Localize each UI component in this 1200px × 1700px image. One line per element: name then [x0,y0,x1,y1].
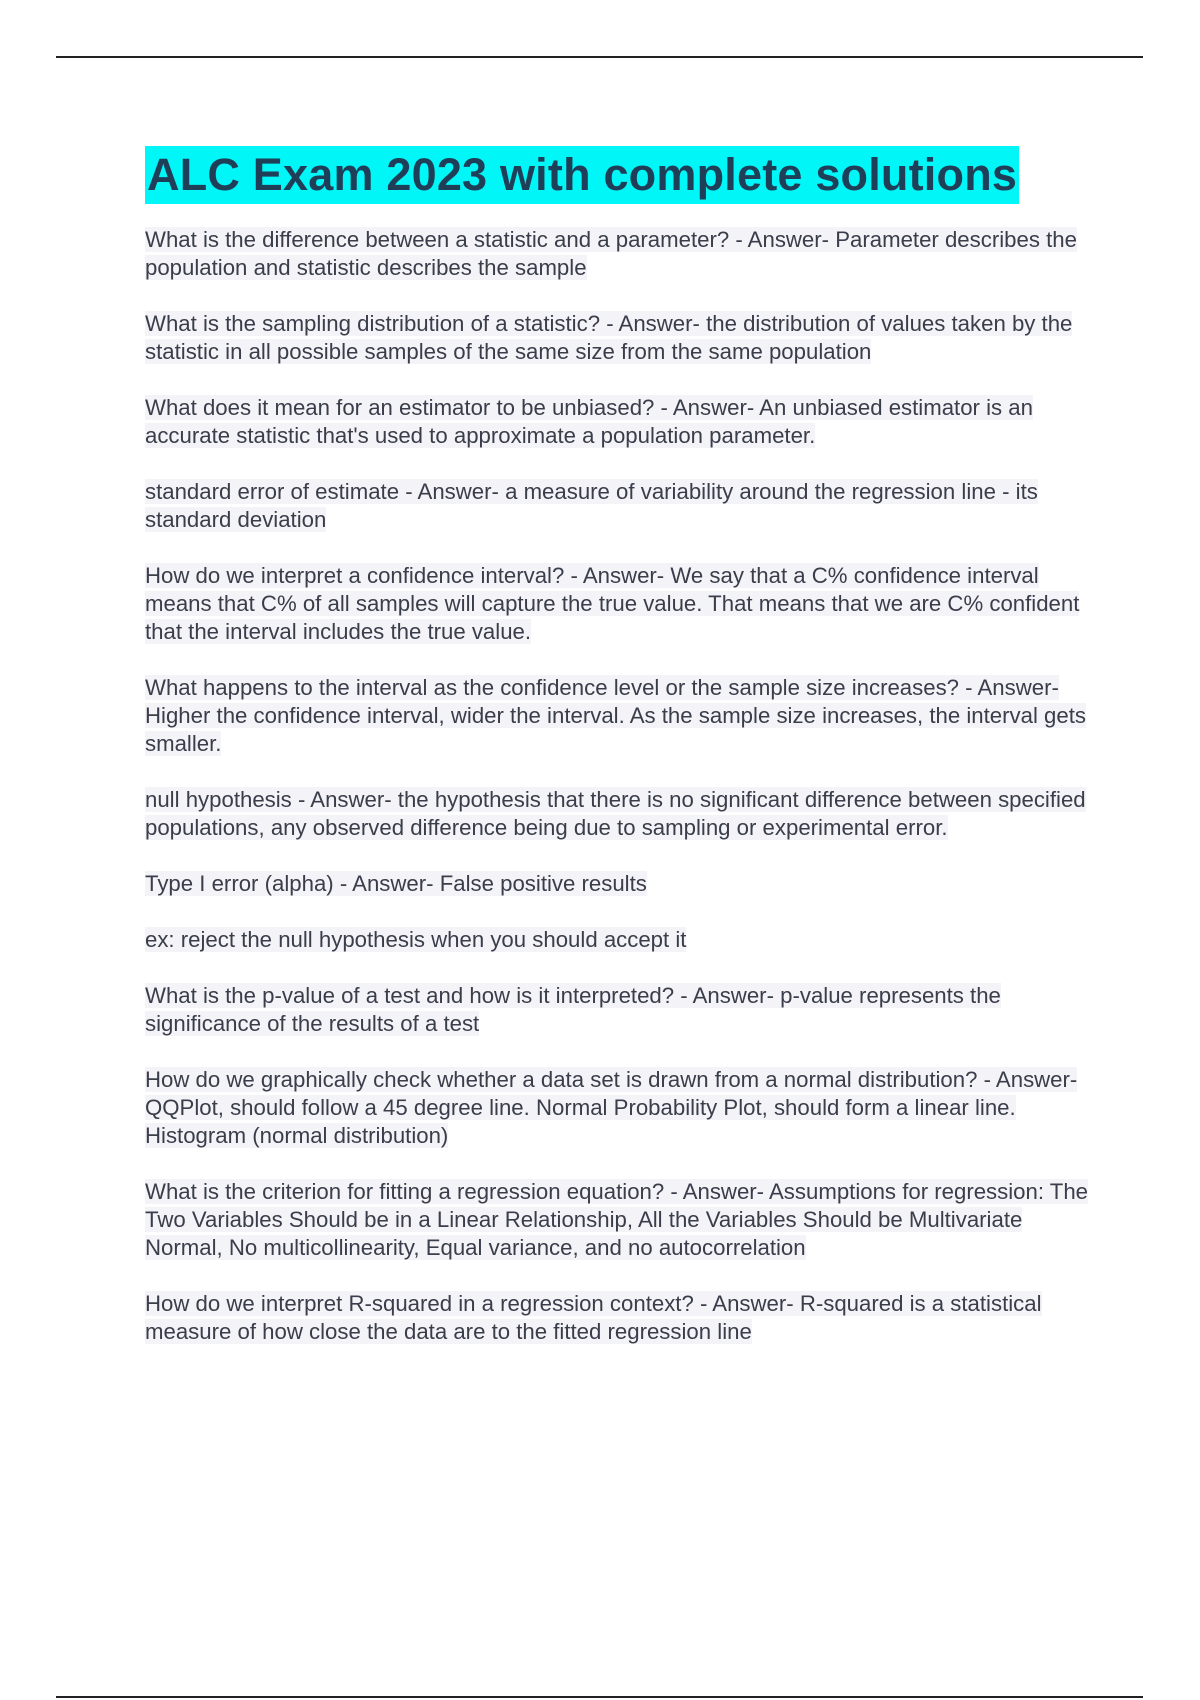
qa-entry: What is the criterion for fitting a regression equation? - Answer- Assumptions for regression: The Two Variables Should be in a Linear Relationship, All the Variables Should be Multivariate Normal, No multicollinearity, Equal variance, and no autocorrelation [145,1179,1088,1260]
qa-entry: How do we graphically check whether a data set is drawn from a normal distribution? - Answer- QQPlot, should follow a 45 degree line. Normal Probability Plot, should form a linear line. Histogram (normal distribution) [145,1067,1078,1148]
qa-entry: null hypothesis - Answer- the hypothesis that there is no significant difference between specified populations, any observed difference being due to sampling or experimental error. [145,787,1086,840]
qa-entry: What is the difference between a statistic and a parameter? - Answer- Parameter describes the population and statistic describes the sample [145,227,1077,280]
title-highlight [145,146,1019,204]
bottom-rule [56,1696,1143,1698]
qa-entry: How do we interpret R-squared in a regression context? - Answer- R-squared is a statistical measure of how close the data are to the fitted regression line [145,1291,1042,1344]
qa-entry: Type I error (alpha) - Answer- False positive results [145,871,647,896]
document-title: ALC Exam 2023 with complete solutions [147,149,1018,200]
qa-entry: standard error of estimate - Answer- a measure of variability around the regression line - its standard deviation [145,479,1038,532]
qa-entry: What does it mean for an estimator to be unbiased? - Answer- An unbiased estimator is an accurate statistic that's used to approximate a population parameter. [145,395,1033,448]
qa-entry: What is the p-value of a test and how is it interpreted? - Answer- p-value represents the significance of the results of a test [145,983,1001,1036]
qa-entry: ex: reject the null hypothesis when you should accept it [145,927,687,952]
top-rule [56,56,1143,58]
qa-entry: How do we interpret a confidence interval? - Answer- We say that a C% confidence interval means that C% of all samples will capture the true value. That means that we are C% confident that the interval includes the true value. [145,563,1080,644]
qa-entry: What is the sampling distribution of a statistic? - Answer- the distribution of values taken by the statistic in all possible samples of the same size from the same population [145,311,1073,364]
qa-entry: What happens to the interval as the confidence level or the sample size increases? - Answer- Higher the confidence interval, wider the interval. As the sample size increases, the interval gets smaller. [145,675,1086,756]
document-body [145,146,1090,1374]
